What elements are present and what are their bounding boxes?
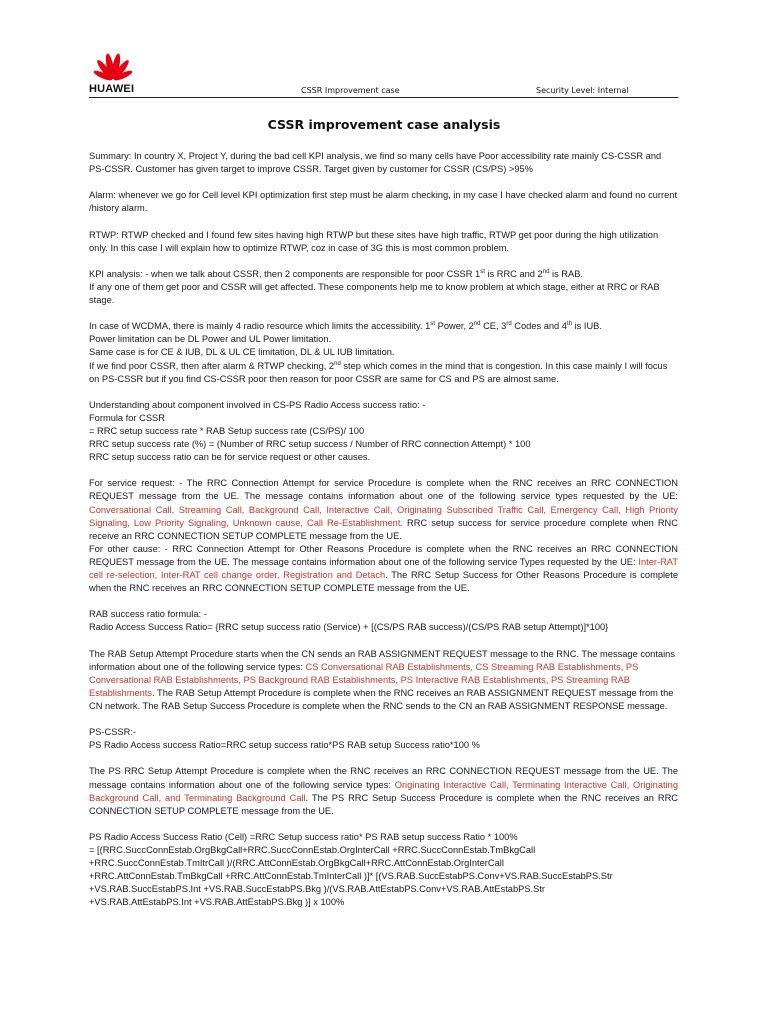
alarm-paragraph: Alarm: whenever we go for Cell level KPI optimization first step must be alarm checking, in my case I have checked alarm and found no current /history alarm. <box>89 190 678 214</box>
other-text: For other cause: - RRC Connection Attempt for Other Reasons Procedure is complete when the RNC receives an RRC CONNECTION REQUEST message from the UE. The message contains information about one of the following service Types requested by the UE: <box>89 543 678 567</box>
ordinal-suffix: nd <box>542 268 550 275</box>
header-divider <box>89 97 678 98</box>
wcdma-text: Power, 2 <box>435 321 474 332</box>
formula-line: +VS.RAB.SuccEstabPS.Int +VS.RAB.SuccEstabPS.Bkg )/(VS.RAB.AttEstabPS.Conv+VS.RAB.AttEstabPS.Str <box>89 884 546 895</box>
other-types-highlight: Inter-RAT cell re-selection, Inter-RAT cell change order, Registration and Detach <box>89 556 678 580</box>
rab-setup-text: The RAB Setup Attempt Procedure starts when the CN sends an RAB ASSIGNMENT REQUEST message to the RNC. The message contains information about one of the following service types: <box>89 648 675 672</box>
wcdma-paragraph <box>89 320 678 385</box>
formula-label: Formula for CSSR <box>89 412 165 423</box>
wcdma-text: step which comes in the mind that is congestion. In this case mainly I will focus on PS-CSSR but if you find CS-CSSR poor then reason for poor CSSR are same for CS and PS are almost same. <box>89 360 668 384</box>
wcdma-text: Codes and 4 <box>511 321 567 332</box>
service-text: RRC setup success for service procedure complete when RNC receive an RRC CONNECTION SETUP COMPLETE message from the UE. <box>89 517 678 541</box>
formula-line: +RRC.SuccConnEstab.TmItrCall )/(RRC.AttConnEstab.OrgBkgCall+RRC.AttConnEstab.OrgInterCall <box>89 858 504 869</box>
ps-cssr-formula: PS Radio Access success Ratio=RRC setup success ratio*PS RAB setup Success ratio*100 % <box>89 740 480 751</box>
service-types-highlight: Conversational Call, Streaming Call, Background Call, Interactive Call, Originating Subscribed Traffic Call, Emergency Call, High Priority Signaling, Low Priority Signaling, Unknown cause, Call Re-Establishment. <box>89 504 678 528</box>
ps-rrc-paragraph <box>89 765 678 817</box>
rtwp-paragraph: RTWP: RTWP checked and I found few sites having high RTWP but these sites have high traffic, RTWP get poor during the high utilization only. In this case I will explain how to optimize RTWP, coz in case of 3G this is most common problem. <box>89 229 659 253</box>
formula-line: RRC setup success rate (%) = (Number of RRC setup success / Number of RRC connection Attempt) * 100 <box>89 439 531 450</box>
ordinal-suffix: st <box>480 268 485 275</box>
rab-setup-text: . The RAB Setup Attempt Procedure is complete when the RNC receives an RAB ASSIGNMENT REQUEST message from the CN network. The RAB Setup Success Procedure is complete when the RNC sends to the CN an RAB ASSIGNMENT RESPONSE message. <box>89 687 674 711</box>
ps-counter-formula <box>89 831 678 910</box>
formula-line: = [(RRC.SuccConnEstab.OrgBkgCall+RRC.SuccConnEstab.OrgInterCall +RRC.SuccConnEstab.TmBkgCall <box>89 844 536 855</box>
header-document-name: CSSR Improvement case <box>301 86 400 95</box>
ordinal-suffix: th <box>566 321 572 328</box>
ps-cssr-paragraph <box>89 726 678 752</box>
ordinal-suffix: rd <box>506 321 512 328</box>
formula-line: +VS.RAB.AttEstabPS.Int +VS.RAB.AttEstabPS.Bkg )] x 100% <box>89 897 345 908</box>
summary-paragraph: Summary: In country X, Project Y, during the bad cell KPI analysis, we find so many cells have Poor accessibility rate mainly CS-CSSR and PS-CSSR. Customer has given target to improve CSSR. Target given by customer for CSSR (CS/PS) >95% <box>89 151 662 175</box>
document-title: CSSR improvement case analysis <box>267 117 501 132</box>
kpi-text: is RRC and 2 <box>484 268 543 279</box>
header-security-level: Security Level: Internal <box>536 86 629 95</box>
formula-line: = RRC setup success rate * RAB Setup success rate (CS/PS)/ 100 <box>89 425 365 436</box>
ordinal-suffix: nd <box>473 321 481 328</box>
rab-heading: RAB success ratio formula: - <box>89 609 207 620</box>
logo-wordmark: HUAWEI <box>89 83 135 95</box>
wcdma-text: is IUB. <box>572 321 602 332</box>
wcdma-text: In case of WCDMA, there is mainly 4 radio resource which limits the accessibility. 1 <box>89 321 431 332</box>
service-request-paragraph <box>89 477 678 542</box>
formula-line: +RRC.AttConnEstab.TmBkgCall +RRC.AttConnEstab.TmInterCall )]* [(VS.RAB.SuccEstabPS.Conv+VS.RAB.SuccEstabPS.Str <box>89 871 613 882</box>
other-text: . The RRC Setup Success for Other Reasons Procedure is complete when the RNC receives an RRC CONNECTION SETUP COMPLETE message from the UE. <box>89 570 678 594</box>
formula-line: PS Radio Access Success Ratio (Cell) =RRC Setup success ratio* PS RAB setup success Ratio * 100% <box>89 831 518 842</box>
ordinal-suffix: st <box>430 321 436 328</box>
ps-rrc-text: . The PS RRC Setup Success Procedure is complete when the RNC receives an RRC CONNECTION SETUP COMPLETE message from the UE. <box>89 792 678 816</box>
rab-formula-paragraph <box>89 608 678 634</box>
kpi-analysis-paragraph <box>89 268 678 307</box>
wcdma-text: Same case is for CE & IUB, DL & UL CE limitation, DL & UL IUB limitation. <box>89 347 395 358</box>
rab-types-highlight: CS Conversational RAB Establishments, CS Streaming RAB Establishments, PS Conversational RAB Establishments, PS Background RAB Establishments, PS Interactive RAB Establishments, PS Streaming RAB Establishments <box>89 661 639 698</box>
kpi-text: is RAB. <box>549 268 584 279</box>
understanding-heading: Understanding about component involved in CS-PS Radio Access success ratio: - <box>89 399 426 410</box>
document-body <box>89 150 678 923</box>
wcdma-text: If we find poor CSSR, then after alarm & RTWP checking, 2 <box>89 360 335 371</box>
ps-cssr-heading: PS-CSSR:- <box>89 727 137 738</box>
wcdma-text: CE, 3 <box>480 321 507 332</box>
ps-rrc-types-highlight: Originating Interactive Call, Terminating Interactive Call, Originating Background Call, and Terminating Background Call <box>89 779 678 803</box>
kpi-text: KPI analysis: - when we talk about CSSR, then 2 components are responsible for poor CSSR 1 <box>89 268 481 279</box>
ordinal-suffix: nd <box>334 360 341 367</box>
formula-note: RRC setup success ratio can be for service request or other causes. <box>89 452 371 463</box>
understanding-paragraph <box>89 399 678 464</box>
other-cause-paragraph <box>89 543 678 595</box>
rab-setup-paragraph <box>89 648 678 713</box>
kpi-text: If any one of them get poor and CSSR will get affected. These components help me to know problem at which stage, either at RRC or RAB stage. <box>89 281 660 306</box>
service-text: For service request: - The RRC Connection Attempt for service Procedure is complete when the RNC receives an RRC CONNECTION REQUEST message from the UE. The message contains information about one of the following service types requested by the UE: <box>89 478 678 502</box>
ps-rrc-text: The PS RRC Setup Attempt Procedure is complete when the RNC receives an RRC CONNECTION REQUEST message from the UE. The message contains information about one of the following service types: <box>89 766 678 790</box>
rab-formula: Radio Access Success Ratio= {RRC setup success ratio (Service) + [(CS/PS RAB success)/(CS/PS RAB setup Attempt)]*100} <box>89 622 609 633</box>
wcdma-text: Power limitation can be DL Power and UL Power limitation. <box>89 334 332 345</box>
